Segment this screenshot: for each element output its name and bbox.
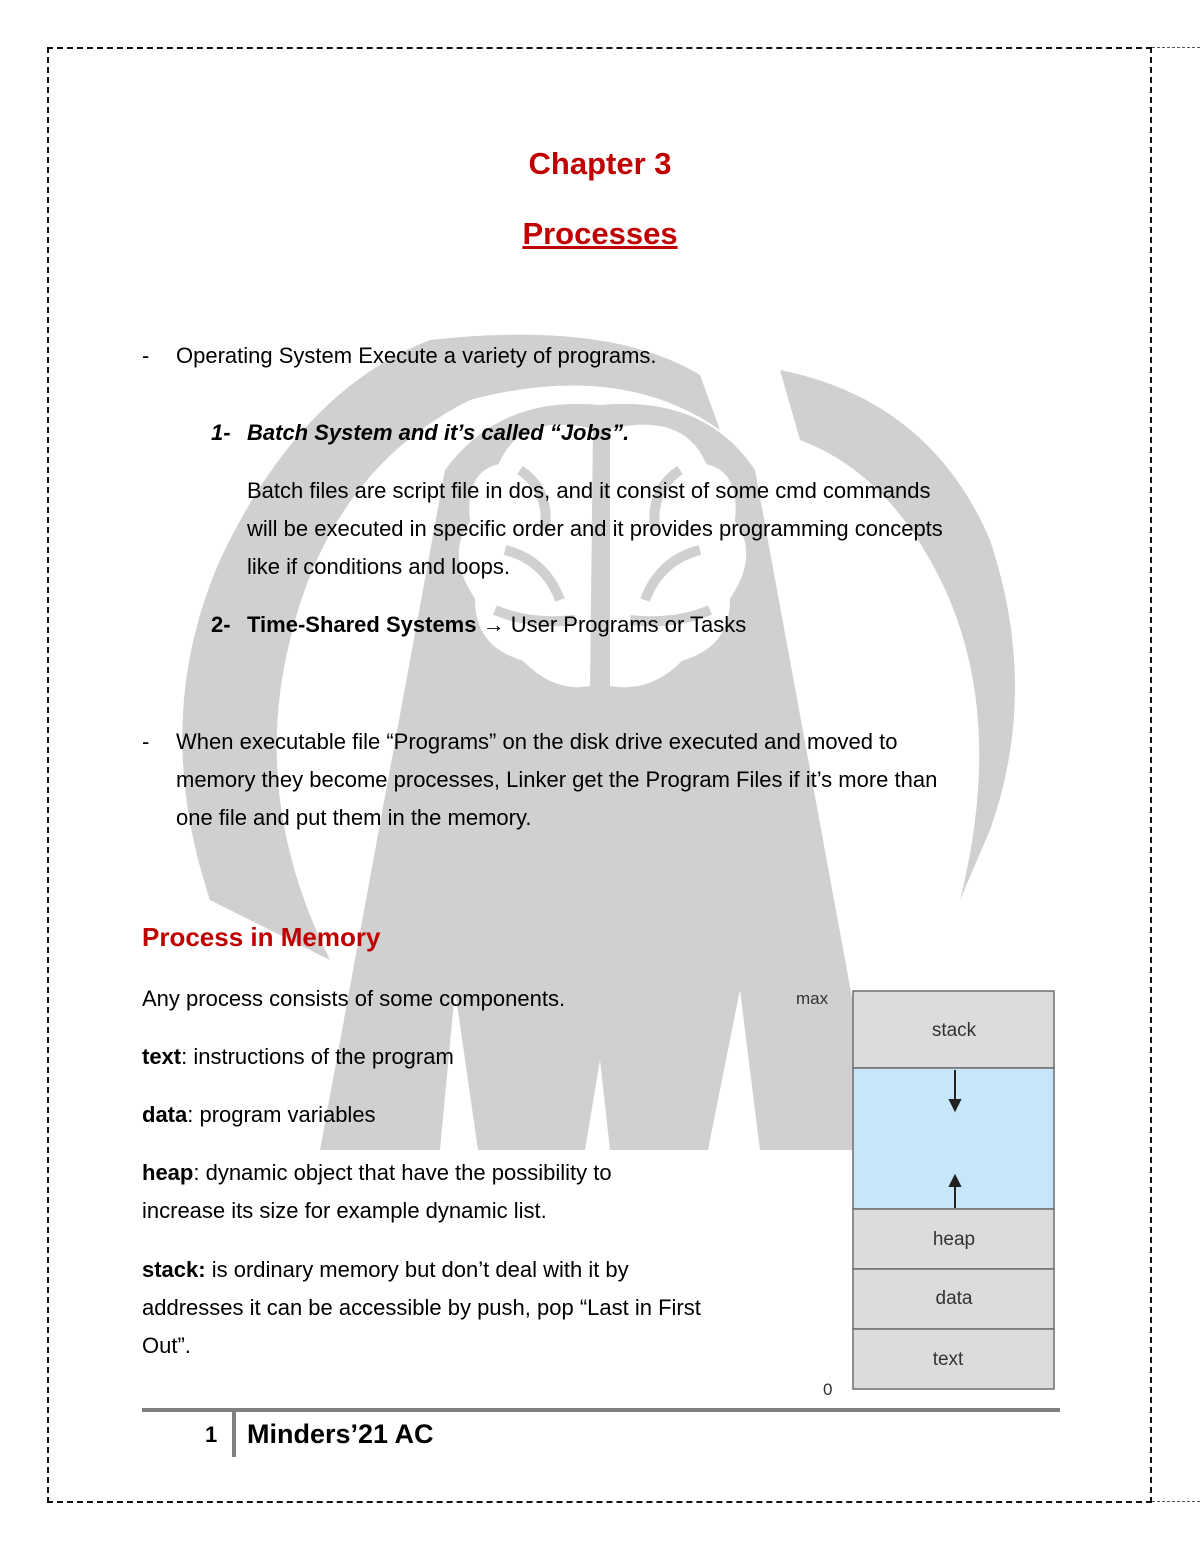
free-space-segment bbox=[853, 1068, 1054, 1209]
term: heap bbox=[142, 1160, 194, 1185]
footer-text: Minders’21 AC bbox=[247, 1419, 434, 1449]
batch-body-line: like if conditions and loops. bbox=[247, 554, 510, 579]
process-memory-diagram bbox=[780, 980, 1080, 1400]
page-title: Processes bbox=[522, 216, 678, 251]
paragraph-line: memory they become processes, Linker get the Program Files if it’s more than bbox=[176, 767, 938, 792]
stack-definition-cont: Out”. bbox=[142, 1333, 191, 1358]
definition: : program variables bbox=[187, 1102, 376, 1127]
section-intro: Any process consists of some components. bbox=[142, 986, 566, 1011]
data-definition bbox=[142, 1096, 376, 1134]
stack-definition-cont: addresses it can be accessible by push, pop “Last in First bbox=[142, 1295, 701, 1320]
definition: is ordinary memory but don’t deal with it by bbox=[205, 1257, 629, 1282]
definition: : dynamic object that have the possibility to bbox=[193, 1160, 612, 1185]
arrow-right-icon: → bbox=[482, 612, 505, 637]
term: stack: bbox=[142, 1257, 206, 1282]
term: data bbox=[142, 1102, 188, 1127]
bullet-dash: - bbox=[142, 729, 150, 754]
text-definition bbox=[142, 1038, 454, 1076]
time-shared-heading: Time-Shared Systems bbox=[247, 612, 477, 637]
definition: : instructions of the program bbox=[181, 1044, 454, 1069]
data-label: data bbox=[935, 1288, 973, 1309]
footer-divider bbox=[142, 1408, 1060, 1412]
term: text bbox=[142, 1044, 182, 1069]
batch-system-heading: Batch System and it’s called “Jobs”. bbox=[247, 420, 630, 445]
bullet-dash: - bbox=[142, 343, 150, 368]
intro-line: Operating System Execute a variety of programs. bbox=[176, 343, 657, 368]
paragraph-line: one file and put them in the memory. bbox=[176, 805, 532, 830]
time-shared-line bbox=[247, 606, 746, 644]
heap-definition bbox=[142, 1154, 612, 1192]
stack-label: stack bbox=[931, 1020, 977, 1041]
list-number: 2- bbox=[211, 612, 231, 637]
section-heading: Process in Memory bbox=[142, 922, 381, 952]
text-label: text bbox=[932, 1349, 964, 1370]
heap-label: heap bbox=[932, 1229, 976, 1250]
stack-definition bbox=[142, 1251, 629, 1289]
zero-address-label: 0 bbox=[823, 1380, 833, 1399]
time-shared-desc: User Programs or Tasks bbox=[510, 612, 747, 637]
heap-definition-cont: increase its size for example dynamic list. bbox=[142, 1198, 547, 1223]
max-address-label: max bbox=[796, 989, 829, 1008]
chapter-heading: Chapter 3 bbox=[528, 146, 672, 181]
batch-body-line: Batch files are script file in dos, and it consist of some cmd commands bbox=[247, 478, 931, 503]
page-number: 1 bbox=[205, 1422, 218, 1447]
paragraph-line: When executable file “Programs” on the disk drive executed and moved to bbox=[176, 729, 898, 754]
list-number: 1- bbox=[211, 420, 231, 445]
batch-body-line: will be executed in specific order and it provides programming concepts bbox=[247, 516, 943, 541]
footer-separator bbox=[232, 1412, 236, 1457]
